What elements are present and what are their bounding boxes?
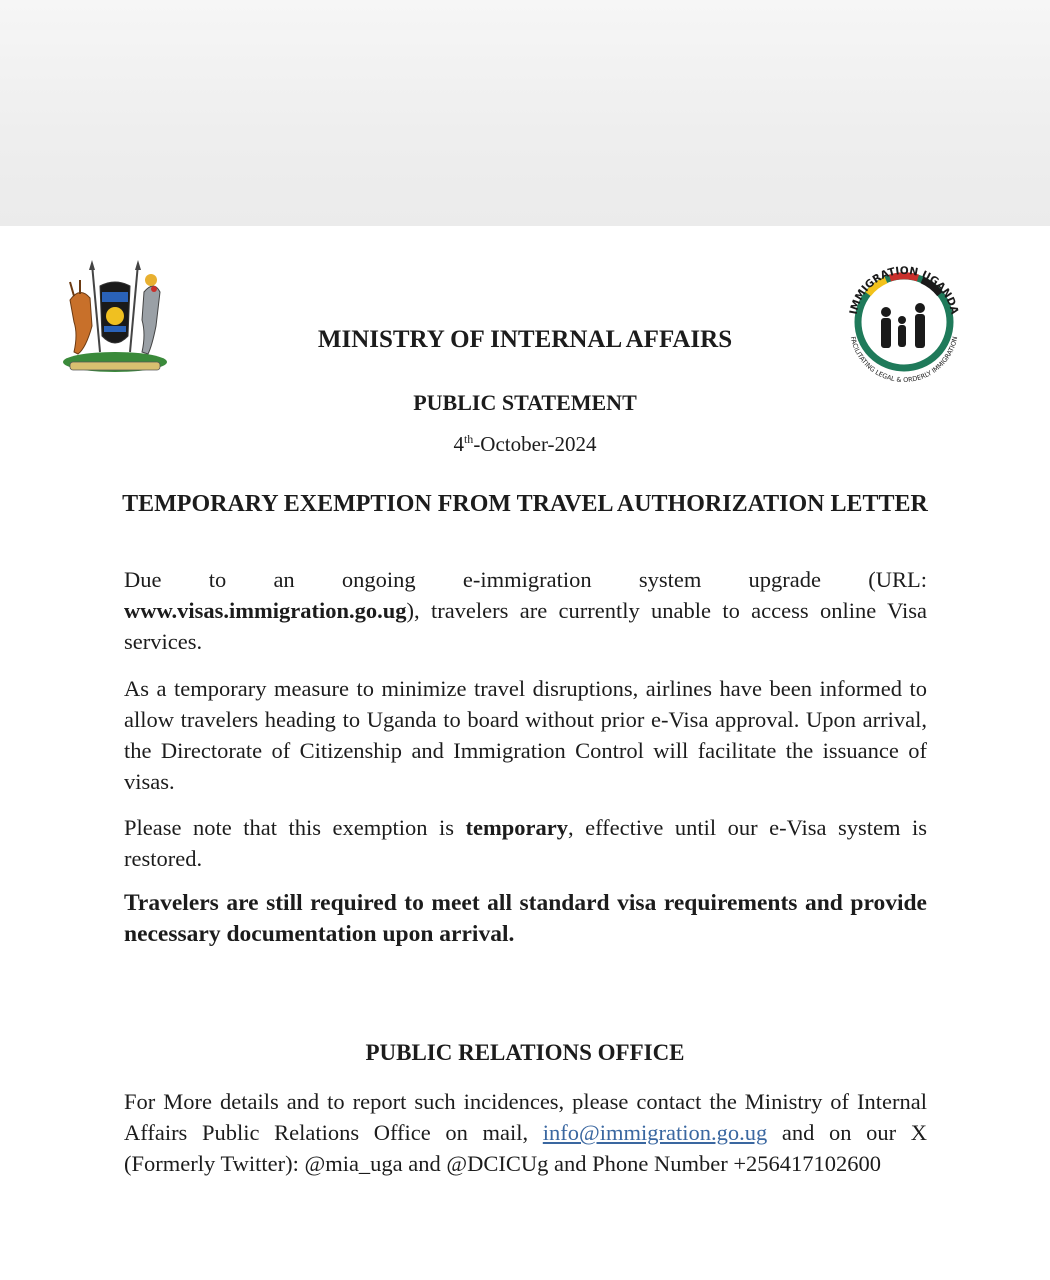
p1-tail: ), travelers are currently unable to access online Visa services. [124,598,927,654]
notice-title: TEMPORARY EXEMPTION FROM TRAVEL AUTHORIZATION LETTER [122,491,928,517]
ministry-title: MINISTRY OF INTERNAL AFFAIRS [317,326,733,353]
p3-lead: Please note that this exemption is [124,815,466,840]
top-shade-area [0,0,1050,226]
paragraph-exemption-note [124,812,927,874]
contact-tail: and on our X (Formerly Twitter): @mia_uga and @DCICUg and Phone Number +256417102600 [124,1120,927,1176]
immigration-uganda-logo-icon [834,250,974,390]
public-relations-heading: PUBLIC RELATIONS OFFICE [365,1040,685,1065]
visa-portal-url: www.visas.immigration.go.ug [124,598,407,623]
paragraph-requirements: Travelers are still required to meet all standard visa requirements and provide necessary documentation upon arrival. [124,890,927,947]
date-suffix: th [463,432,474,446]
contact-email-link[interactable]: info@immigration.go.ug [542,1120,768,1145]
p3-bold: temporary [465,815,568,840]
p3-tail: , effective until our e-Visa system is restored. [124,815,928,871]
p1-lead: Due to an ongoing e-immigration system upgrade (URL: [124,567,927,592]
paragraph-contact [124,1086,927,1179]
paragraph-temporary-measure: As a temporary measure to minimize travel disruptions, airlines have been informed to allow travelers heading to Uganda to board without prior e-Visa approval. Upon arrival, the Directorate of Citizenship and Immigration Control will facilitate the issuance of visas. [124,676,927,794]
statement-type: PUBLIC STATEMENT [413,390,637,415]
contact-lead: For More details and to report such incidences, please contact the Ministry of Internal Affairs Public Relations Office on mail, [124,1089,927,1145]
uganda-coat-of-arms-icon [56,256,174,378]
svg-text:IMMIGRATION UGANDA: IMMIGRATION UGANDA [847,264,961,316]
date-rest: -October-2024 [473,432,597,456]
date-day: 4 [453,432,464,456]
paragraph-system-upgrade [124,564,927,657]
statement-date [0,432,1050,457]
svg-text:FACILITATING LEGAL & ORDERLY I: FACILITATING LEGAL & ORDERLY IMMIGRATION [848,335,960,385]
